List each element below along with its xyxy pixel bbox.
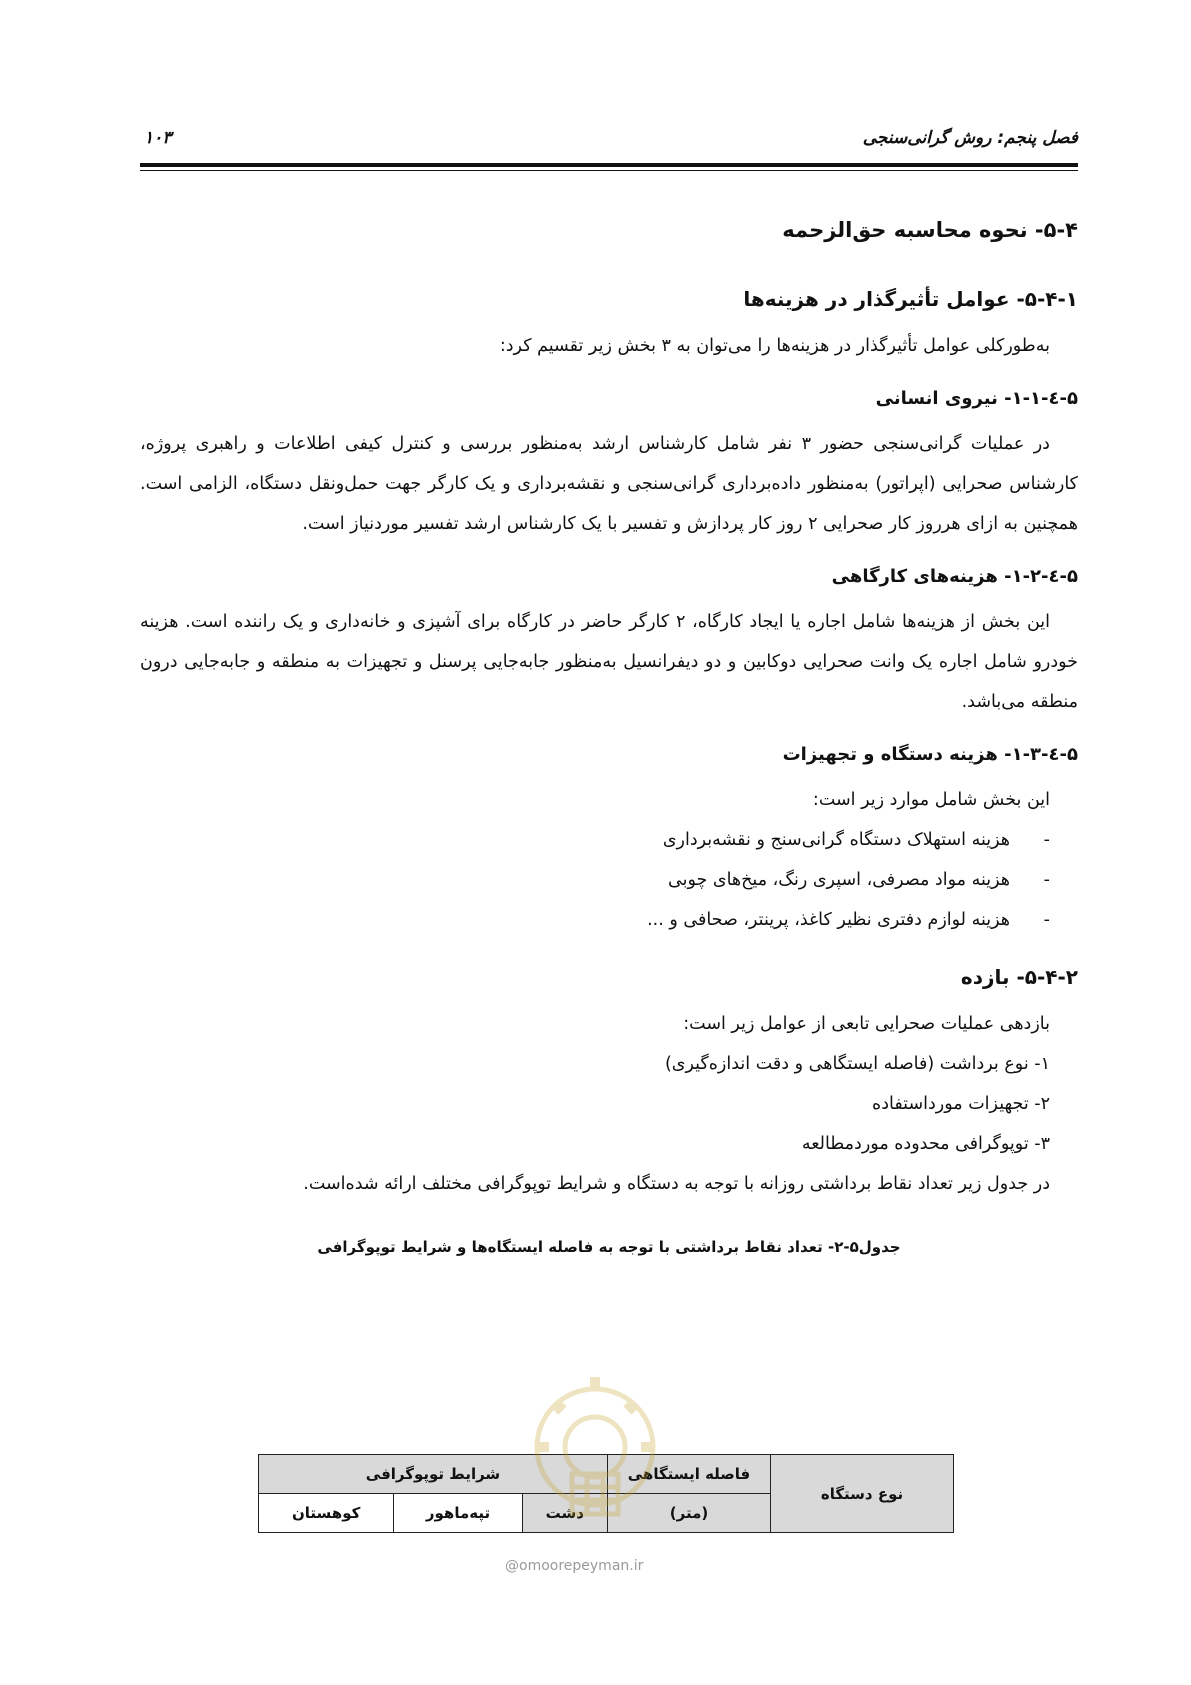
dash-bullet: - (1043, 910, 1050, 930)
list-item (140, 820, 1050, 860)
section-5-4-1-2-body: این بخش از هزینه‌ها شامل اجاره یا ایجاد کارگاه، ۲ کارگر حاضر در کارگاه برای آشپزی و خانه‌داری و یک راننده است. هزینه خودرو شامل اجاره یک وانت صحرایی دوکابین و دو دیفرانسیل به‌منظور جابه‌جایی پرسنل و تجهیزات به منطقه و جابه‌جایی درون منطقه می‌باشد. (140, 612, 1078, 712)
section-5-4-1-intro: به‌طورکلی عوامل تأثیرگذار در هزینه‌ها را می‌توان به ۳ بخش زیر تقسیم کرد: (499, 336, 1050, 356)
header-topography: شرایط توپوگرافی (259, 1455, 608, 1494)
page-content (140, 210, 1078, 1262)
chapter-title: فصل پنجم: روش گرانی‌سنجی (862, 128, 1078, 148)
section-heading-5-4-1-3: ۵-٤-۱-۳- هزینه دستگاه و تجهیزات (782, 744, 1078, 765)
table-caption: جدول۵-۲- تعداد نقاط برداشتی با توجه به فاصله ایستگاه‌ها و شرایط توپوگرافی (317, 1238, 901, 1256)
header-distance-unit: (متر) (608, 1494, 771, 1533)
watermark-gear-icon (520, 1352, 670, 1542)
list-item-text: هزینه مواد مصرفی، اسپری رنگ، میخ‌های چوبی (668, 870, 1010, 890)
section-5-4-1-1-body: در عملیات گرانی‌سنجی حضور ۳ نفر شامل کارشناس ارشد به‌منظور بررسی و کنترل کیفی اطلاعات و راهبری پروژه، کارشناس صحرایی (اپراتور) به‌منظور داده‌برداری گرانی‌سنجی و نقشه‌برداری و یک کارگر جهت حمل‌ونقل دستگاه، الزامی است. همچنین به ازای هرروز کار صحرایی ۲ روز کار پردازش و تفسیر با یک کارشناس ارشد تفسیر موردنیاز است. (140, 434, 1078, 534)
section-heading-5-4-1-1: ۵-٤-۱-۱- نیروی انسانی (875, 388, 1078, 409)
section-5-4-2-intro: بازدهی عملیات صحرایی تابعی از عوامل زیر است: (683, 1014, 1050, 1034)
header-rule-thick (140, 163, 1078, 167)
section-5-4-1-3-intro: این بخش شامل موارد زیر است: (812, 790, 1050, 810)
list-item-text: هزینه استهلاک دستگاه گرانی‌سنج و نقشه‌برداری (662, 830, 1010, 850)
list-item (140, 900, 1050, 940)
header-mountain: کوهستان (259, 1494, 394, 1533)
header-distance: فاصله ایستگاهی (608, 1455, 771, 1494)
efficiency-factors-list (140, 1044, 1078, 1164)
header-plain: دشت (522, 1494, 607, 1533)
dash-bullet: - (1043, 870, 1050, 890)
header-rule-thin (140, 170, 1078, 171)
list-item-text: هزینه لوازم دفتری نظیر کاغذ، پرینتر، صحافی و ... (647, 910, 1010, 930)
list-item: ۳- توپوگرافی محدوده موردمطالعه (801, 1134, 1050, 1154)
cost-items-list (140, 820, 1078, 940)
list-item (140, 860, 1050, 900)
dash-bullet: - (1043, 830, 1050, 850)
page-number: ۱۰۳ (144, 128, 172, 148)
watermark-site: @omoorepeyman.ir (505, 1558, 644, 1574)
header-hilly: تپه‌ماهور (394, 1494, 522, 1533)
header-device: نوع دستگاه (771, 1455, 954, 1533)
list-item: ۱- نوع برداشت (فاصله ایستگاهی و دقت اندازه‌گیری) (664, 1054, 1050, 1074)
section-heading-5-4-2: ۵-۴-۲- بازده (960, 965, 1078, 989)
section-5-4-2-outro: در جدول زیر تعداد نقاط برداشتی روزانه با توجه به دستگاه و شرایط توپوگرافی مختلف ارائه شده‌است. (303, 1174, 1050, 1194)
list-item: ۲- تجهیزات مورداستفاده (872, 1094, 1050, 1114)
page-header (140, 128, 1078, 154)
section-heading-5-4: ۵-۴- نحوه محاسبه حق‌الزحمه (782, 218, 1078, 242)
section-heading-5-4-1: ۵-۴-۱- عوامل تأثیرگذار در هزینه‌ها (743, 287, 1078, 311)
section-heading-5-4-1-2: ۵-٤-۱-۲- هزینه‌های کارگاهی (831, 566, 1078, 587)
